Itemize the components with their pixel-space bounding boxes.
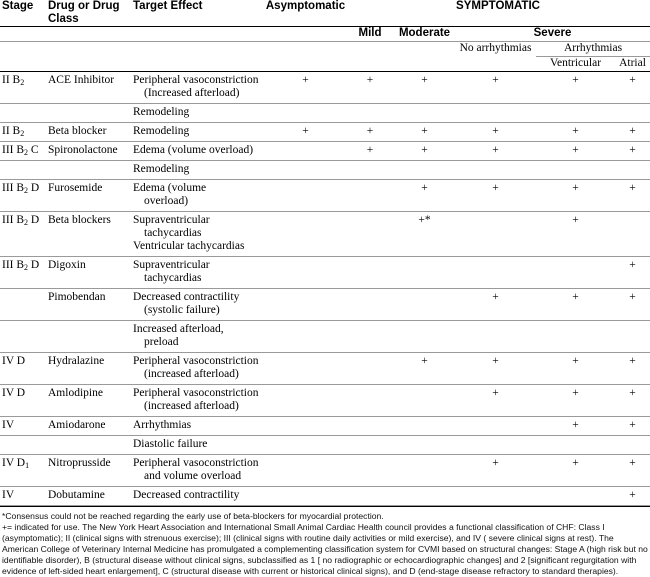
asymptomatic-mark: + xyxy=(302,74,309,86)
asymptomatic-mark xyxy=(265,212,346,257)
ventricular-mark xyxy=(536,161,615,180)
effect-line: Edema (volume overload) xyxy=(133,144,254,156)
drug-cell: Amiodarone xyxy=(48,419,106,431)
drug-cell: Digoxin xyxy=(48,259,86,271)
no-arrhythmias-mark: + xyxy=(492,291,499,303)
moderate-mark: + xyxy=(421,355,428,367)
moderate-mark xyxy=(394,487,455,506)
header-moderate: Moderate xyxy=(394,27,455,42)
asymptomatic-mark: + xyxy=(302,125,309,137)
atrial-mark: + xyxy=(629,457,636,469)
target-effect-cell xyxy=(131,417,265,436)
effect-line: Remodeling xyxy=(133,163,190,175)
table-row xyxy=(0,212,650,257)
stage-cell xyxy=(0,72,46,104)
moderate-mark xyxy=(394,385,455,417)
stage-text: IV D xyxy=(2,457,26,469)
effect-line: Arrhythmias xyxy=(133,419,192,431)
footnotes xyxy=(0,506,650,577)
stage-subscript: 2 xyxy=(20,78,25,87)
effect-line: Edema (volume xyxy=(133,182,207,194)
target-effect-cell xyxy=(131,104,265,123)
moderate-mark xyxy=(394,455,455,487)
header-stage: Stage xyxy=(2,0,34,12)
effect-line: (systolic failure) xyxy=(144,304,220,316)
ventricular-mark: + xyxy=(572,144,579,156)
drug-cell xyxy=(46,436,131,455)
asymptomatic-mark xyxy=(265,257,346,289)
effect-line: Supraventricular xyxy=(133,259,210,271)
atrial-mark: + xyxy=(629,144,636,156)
ventricular-mark: + xyxy=(572,214,579,226)
effect-line: Peripheral vasoconstriction xyxy=(133,457,259,469)
stage-text: III B xyxy=(2,214,25,226)
no-arrhythmias-mark xyxy=(455,436,536,455)
atrial-mark xyxy=(615,104,650,123)
stage-text: III B xyxy=(2,144,25,156)
effect-line: Peripheral vasoconstriction xyxy=(133,387,259,399)
drug-cell: Beta blockers xyxy=(48,214,111,226)
stage-suffix: D xyxy=(28,214,40,226)
moderate-mark xyxy=(394,104,455,123)
no-arrhythmias-mark: + xyxy=(492,457,499,469)
header-severe: Severe xyxy=(455,27,650,42)
footnote-consensus: *Consensus could not be reached regarding the early use of beta-blockers for myocardial protection. xyxy=(2,511,384,521)
effect-line: Diastolic failure xyxy=(133,438,208,450)
mild-mark: + xyxy=(366,74,374,86)
atrial-mark: + xyxy=(629,291,636,303)
stage-cell xyxy=(0,142,46,161)
atrial-mark xyxy=(615,436,650,455)
table-row xyxy=(0,417,650,436)
table-row xyxy=(0,257,650,289)
effect-line: (increased afterload) xyxy=(144,400,239,412)
table-row xyxy=(0,436,650,455)
effect-line: Remodeling xyxy=(133,106,190,118)
header-no-arrhythmias: No arrhythmias xyxy=(459,42,532,54)
table-row xyxy=(0,72,650,104)
ventricular-mark xyxy=(536,257,615,289)
no-arrhythmias-mark xyxy=(455,417,536,436)
ventricular-mark xyxy=(536,487,615,506)
asymptomatic-mark xyxy=(265,417,346,436)
stage-text: III B xyxy=(2,259,25,271)
moderate-mark xyxy=(394,417,455,436)
no-arrhythmias-mark: + xyxy=(492,125,499,137)
asymptomatic-mark xyxy=(265,104,346,123)
header-mild: Mild xyxy=(346,27,394,42)
drug-cell xyxy=(46,321,131,353)
mild-mark: + xyxy=(366,144,374,156)
moderate-mark xyxy=(394,257,455,289)
mild-mark xyxy=(346,385,394,417)
asymptomatic-mark xyxy=(265,487,346,506)
mild-mark xyxy=(346,180,394,212)
mild-mark xyxy=(346,321,394,353)
effect-line: Decreased contractility xyxy=(133,291,240,303)
asymptomatic-mark xyxy=(265,161,346,180)
header-symptomatic: SYMPTOMATIC xyxy=(456,0,540,12)
no-arrhythmias-mark xyxy=(455,212,536,257)
mild-mark xyxy=(346,212,394,257)
no-arrhythmias-mark: + xyxy=(492,144,499,156)
target-effect-cell xyxy=(131,212,265,257)
header-ventricular: Ventricular xyxy=(536,57,615,72)
target-effect-cell xyxy=(131,487,265,506)
moderate-mark: + xyxy=(421,144,428,156)
asymptomatic-mark xyxy=(265,385,346,417)
target-effect-cell xyxy=(131,436,265,455)
table-row xyxy=(0,180,650,212)
stage-cell xyxy=(0,257,46,289)
stage-subscript: 1 xyxy=(25,461,30,470)
no-arrhythmias-mark: + xyxy=(492,74,499,86)
drug-cell: Pimobendan xyxy=(48,291,106,303)
ventricular-mark: + xyxy=(572,182,579,194)
target-effect-cell xyxy=(131,161,265,180)
moderate-mark: +* xyxy=(418,214,431,226)
header-arrhythmias: Arrhythmias xyxy=(536,42,650,57)
ventricular-mark xyxy=(536,321,615,353)
effect-line: Peripheral vasoconstriction xyxy=(133,74,259,86)
moderate-mark: + xyxy=(421,74,428,86)
table-row xyxy=(0,455,650,487)
atrial-mark: + xyxy=(629,489,636,501)
table-row xyxy=(0,353,650,385)
stage-text: IV xyxy=(2,419,15,431)
stage-cell xyxy=(0,161,46,180)
stage-text: IV D xyxy=(2,355,26,367)
target-effect-cell xyxy=(131,142,265,161)
no-arrhythmias-mark xyxy=(455,321,536,353)
stage-subscript: 2 xyxy=(24,218,29,227)
drug-cell: Nitroprusside xyxy=(48,457,111,469)
atrial-mark xyxy=(615,321,650,353)
mild-mark xyxy=(346,289,394,321)
asymptomatic-mark xyxy=(265,321,346,353)
atrial-mark: + xyxy=(629,355,636,367)
drug-cell: Amlodipine xyxy=(48,387,103,399)
stage-subscript: 2 xyxy=(24,148,29,157)
ventricular-mark: + xyxy=(572,74,579,86)
mild-mark xyxy=(346,417,394,436)
table-row xyxy=(0,321,650,353)
stage-subscript: 2 xyxy=(24,263,29,272)
drug-cell: Spironolactone xyxy=(48,144,118,156)
atrial-mark: + xyxy=(629,74,636,86)
stage-cell xyxy=(0,123,46,142)
mild-mark xyxy=(346,353,394,385)
ventricular-mark xyxy=(536,436,615,455)
effect-line: Ventricular tachycardias xyxy=(133,240,245,252)
table-row xyxy=(0,104,650,123)
stage-cell xyxy=(0,104,46,123)
target-effect-cell xyxy=(131,289,265,321)
atrial-mark xyxy=(615,212,650,257)
no-arrhythmias-mark xyxy=(455,257,536,289)
atrial-mark: + xyxy=(629,125,636,137)
drug-cell: Hydralazine xyxy=(48,355,105,367)
moderate-mark xyxy=(394,321,455,353)
ventricular-mark: + xyxy=(572,387,579,399)
stage-cell xyxy=(0,289,46,321)
mild-mark xyxy=(346,257,394,289)
stage-text: II B xyxy=(2,125,21,137)
asymptomatic-mark xyxy=(265,289,346,321)
asymptomatic-mark xyxy=(265,436,346,455)
table-row xyxy=(0,385,650,417)
stage-suffix: D xyxy=(28,259,40,271)
table-row xyxy=(0,142,650,161)
asymptomatic-mark xyxy=(265,180,346,212)
header-asymptomatic: Asymptomatic xyxy=(265,0,346,12)
header-target-effect: Target Effect xyxy=(133,0,203,12)
no-arrhythmias-mark xyxy=(455,487,536,506)
ventricular-mark xyxy=(536,104,615,123)
header-drug: Drug or Drug Class xyxy=(48,0,120,25)
drug-cell: Beta blocker xyxy=(48,125,107,137)
target-effect-cell xyxy=(131,72,265,104)
effect-line: preload xyxy=(144,336,179,348)
drug-cell: Furosemide xyxy=(48,182,103,194)
drug-cell: Dobutamine xyxy=(48,489,105,501)
stage-text: IV D xyxy=(2,387,26,399)
target-effect-cell xyxy=(131,455,265,487)
moderate-mark xyxy=(394,436,455,455)
header-atrial: Atrial xyxy=(615,57,650,72)
asymptomatic-mark xyxy=(265,455,346,487)
effect-line: tachycardias xyxy=(144,227,202,239)
footnote-classification: += indicated for use. The New York Heart Association and International Small Animal Cardiac Health council provides a functional classification of CHF: Class I (asymptomatic); II (clinical signs with strenuous exercise); III (clinical signs with routine daily activities or mild exercise), and IV ( severe clinical signs at rest). The American College of Veterinary Internal Medicine has promulgated a complementing classification system for CVMI based on structural changes: Stage A (high risk but no identifiable disorder), B (structural disease without clinical signs, subclassified as 1 [ no radiographic or echocardiographic changes] and 2 [significant regurgitation with evidence of left-sided heart enlargement], C (structural disease with current or historical clinical signs), and D (end-stage disease refractory to standard therapies). xyxy=(2,522,648,576)
atrial-mark xyxy=(615,161,650,180)
table-body xyxy=(0,72,650,506)
mild-mark xyxy=(346,104,394,123)
effect-line: Peripheral vasoconstriction xyxy=(133,355,259,367)
table-header xyxy=(0,0,650,72)
effect-line: Decreased contractility xyxy=(133,489,240,501)
stage-cell xyxy=(0,455,46,487)
stage-cell xyxy=(0,487,46,506)
effect-line: Increased afterload, xyxy=(133,323,224,335)
moderate-mark xyxy=(394,289,455,321)
stage-cell xyxy=(0,212,46,257)
effect-line: (Increased afterload) xyxy=(144,87,240,99)
no-arrhythmias-mark: + xyxy=(492,387,499,399)
no-arrhythmias-mark xyxy=(455,161,536,180)
target-effect-cell xyxy=(131,180,265,212)
ventricular-mark: + xyxy=(572,291,579,303)
mild-mark xyxy=(346,487,394,506)
moderate-mark: + xyxy=(421,125,428,137)
target-effect-cell xyxy=(131,353,265,385)
no-arrhythmias-mark: + xyxy=(492,182,499,194)
atrial-mark: + xyxy=(629,419,636,431)
table-row xyxy=(0,289,650,321)
stage-cell xyxy=(0,321,46,353)
stage-text: III B xyxy=(2,182,25,194)
atrial-mark: + xyxy=(629,387,636,399)
ventricular-mark: + xyxy=(572,355,579,367)
ventricular-mark: + xyxy=(572,419,579,431)
asymptomatic-mark xyxy=(265,353,346,385)
drug-cell: ACE Inhibitor xyxy=(48,74,115,86)
effect-line: and volume overload xyxy=(144,470,242,482)
stage-text: II B xyxy=(2,74,21,86)
target-effect-cell xyxy=(131,257,265,289)
table-row xyxy=(0,123,650,142)
table-row xyxy=(0,161,650,180)
mild-mark xyxy=(346,455,394,487)
stage-suffix: C xyxy=(28,144,39,156)
stage-cell xyxy=(0,353,46,385)
moderate-mark: + xyxy=(421,182,428,194)
atrial-mark: + xyxy=(629,182,636,194)
stage-subscript: 2 xyxy=(20,129,25,138)
ventricular-mark: + xyxy=(572,457,579,469)
moderate-mark xyxy=(394,161,455,180)
mild-mark xyxy=(346,436,394,455)
effect-line: Supraventricular xyxy=(133,214,210,226)
table-row xyxy=(0,487,650,506)
asymptomatic-mark xyxy=(265,142,346,161)
target-effect-cell xyxy=(131,123,265,142)
ventricular-mark: + xyxy=(572,125,579,137)
stage-cell xyxy=(0,436,46,455)
mild-mark xyxy=(346,161,394,180)
atrial-mark: + xyxy=(629,259,636,271)
effect-line: (increased afterload) xyxy=(144,368,239,380)
effect-line: tachycardias xyxy=(144,272,202,284)
stage-cell xyxy=(0,417,46,436)
drug-cell xyxy=(46,161,131,180)
stage-text: IV xyxy=(2,489,15,501)
effect-line: overload) xyxy=(144,195,189,207)
stage-cell xyxy=(0,385,46,417)
stage-subscript: 2 xyxy=(24,186,29,195)
no-arrhythmias-mark xyxy=(455,104,536,123)
no-arrhythmias-mark: + xyxy=(492,355,499,367)
effect-line: Remodeling xyxy=(133,125,190,137)
stage-suffix: D xyxy=(28,182,40,194)
target-effect-cell xyxy=(131,385,265,417)
target-effect-cell xyxy=(131,321,265,353)
drug-cell xyxy=(46,104,131,123)
mild-mark: + xyxy=(366,125,374,137)
stage-cell xyxy=(0,180,46,212)
